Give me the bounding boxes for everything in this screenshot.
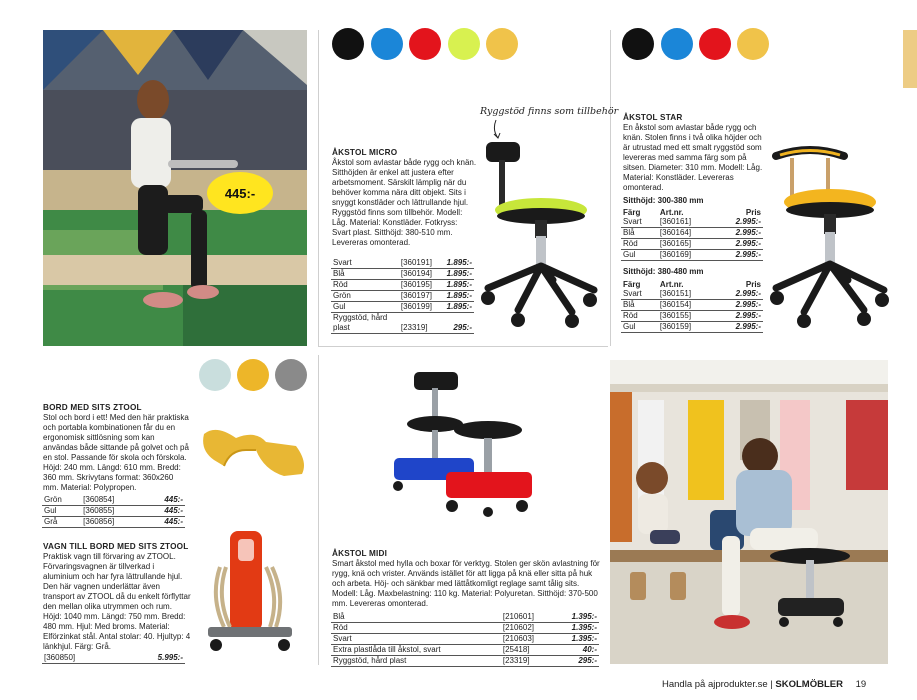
row-price: 2.995:- [715,228,763,239]
ztool-description: Stol och bord i ett! Med den här praktiska och portabla kombinationen får du en ergonomisk sittlösning som kan användas både sittande på golvet och på en stol. Passande för skola och förskola. Höjd: 240 mm. Längd: 610 mm. Bredd: 360 mm. Skrivytans format: 360x260 mm. Material: Polypropen. [43,413,189,492]
col-header: Pris [745,207,761,217]
color-swatch [332,28,364,60]
star-info [623,113,765,193]
star-chair-image [768,140,892,330]
micro-extra-price: 295:- [440,323,474,334]
row-art: [360195] [399,280,440,291]
row-name: Svart [331,634,501,645]
table-row [331,280,474,291]
midi-info [332,549,600,609]
row-art: [360161] [658,217,715,228]
col-header: Art.nr. [659,207,684,217]
row-name: Ryggstöd, hård plast [331,656,501,667]
row-name: Röd [331,280,399,291]
table-row [42,653,185,664]
row-price: 1.895:- [440,280,474,291]
table-row [621,311,763,322]
row-price: 2.995:- [715,217,763,228]
row-name: Gul [331,302,399,313]
row-name: Blå [621,300,658,311]
micro-extra-art: [23319] [399,323,440,334]
row-art: [360855] [81,506,144,517]
cart-price-table [42,653,185,664]
star-group1-table [621,207,763,261]
row-name: Röd [621,239,658,250]
price-badge-text: 445:- [224,185,256,201]
page-footer: Handla på ajprodukter.se | SKOLMÖBLER 19 [662,679,867,690]
table-row [331,634,599,645]
divider [318,355,319,665]
color-swatch [448,28,480,60]
table-row [621,289,763,300]
table-row [621,250,763,261]
row-name: Gul [42,506,81,517]
cart-info [43,542,191,652]
row-art: [360165] [658,239,715,250]
table-row [621,217,763,228]
row-price: 445:- [144,517,185,528]
row-art: [360197] [399,291,440,302]
color-swatch [409,28,441,60]
row-price: 295:- [554,656,599,667]
row-price: 2.995:- [715,239,763,250]
row-art: [360191] [399,258,440,269]
row-name: Blå [621,228,658,239]
row-price: 445:- [144,495,185,506]
micro-chair-image [478,140,600,330]
row-name: Grön [331,291,399,302]
row-art: [25418] [501,645,554,656]
color-swatch [486,28,518,60]
row-art: [360199] [399,302,440,313]
col-header: Pris [745,279,761,289]
row-art: [360159] [658,322,715,333]
page-number: 19 [855,679,867,690]
row-name: Röd [621,311,658,322]
star-group2-table [621,279,763,333]
arrow-icon [490,118,510,140]
row-price: 1.895:- [440,291,474,302]
table-row [42,506,185,517]
row-price: 1.895:- [440,269,474,280]
ztool-price-table [42,495,185,528]
table-row [331,623,599,634]
row-price: 1.895:- [440,258,474,269]
row-name: Grön [42,495,81,506]
star-group2-heading: Sitthöjd: 380-480 mm [623,267,704,276]
table-row [621,322,763,333]
row-price: 2.995:- [715,289,763,300]
micro-title: ÅKSTOL MICRO [332,148,398,157]
col-header: Färg [623,207,641,217]
ztool-image [196,420,308,484]
row-price: 1.395:- [554,612,599,623]
row-price: 40:- [554,645,599,656]
color-swatch [661,28,693,60]
row-name: Gul [621,250,658,261]
row-art: [360151] [658,289,715,300]
row-art: [210603] [501,634,554,645]
row-price: 2.995:- [715,300,763,311]
cart-image [200,527,300,653]
table-row [331,645,599,656]
color-swatch [237,359,269,391]
row-name: Gul [621,322,658,333]
row-name: Svart [621,217,658,228]
table-row [331,656,599,667]
micro-extra-name: Ryggstöd, hård [333,313,388,322]
midi-description: Smart åkstol med hylla och boxar för verktyg. Stolen ger skön avlastning för rygg, knä och vrister. Används istället för att ligga på knä eller sitta på huk och arbeta. Höj- och sänkbar med lättåtkomligt reglage samt tålig sits. Modell: Låg. Maxbelastning: 110 kg. Material: Polyuretan. Sitthöjd: 370-500 mm. Levereras omonterad. [332,559,600,608]
row-art: [210601] [501,612,554,623]
table-row [331,269,474,280]
row-price: 1.395:- [554,623,599,634]
color-swatch [275,359,307,391]
row-art: [360854] [81,495,144,506]
row-price: 2.995:- [715,311,763,322]
footer-text: Handla på ajprodukter.se [662,679,768,690]
row-price: 2.995:- [715,250,763,261]
photo-cloakroom [610,360,888,664]
handwritten-note: Ryggstöd finns som tillbehör [480,106,619,117]
star-description: En åkstol som avlastar både rygg och knän. Stolen finns i två olika höjder och är utrustad med ett smalt ryggstöd som levereras med samma färg som på sitsen. Diameter: 310 mm. Modell: Låg. Material: Konstläder. Levereras omonterad. [623,123,763,192]
ztool-info [43,403,190,493]
row-name: Svart [621,289,658,300]
micro-price-table [331,258,474,334]
row-art: [23319] [501,656,554,667]
star-title: ÅKSTOL STAR [623,113,683,122]
row-art: [360154] [658,300,715,311]
micro-extra-name2: plast [331,323,399,334]
table-row [331,302,474,313]
row-art: [360856] [81,517,144,528]
table-row [331,258,474,269]
divider [318,30,319,346]
divider [318,346,608,347]
row-price: 2.995:- [715,322,763,333]
col-header: Färg [623,279,641,289]
row-name: Extra plastlåda till åkstol, svart [331,645,501,656]
row-art: [360194] [399,269,440,280]
table-row [621,228,763,239]
photo-girl-ztool [43,30,307,346]
divider [610,30,611,346]
color-swatch [737,28,769,60]
midi-chair-image [388,368,538,520]
row-art: [360155] [658,311,715,322]
cart-art: [360850] [42,653,120,664]
table-row [42,517,185,528]
row-name: Blå [331,612,501,623]
cart-title: VAGN TILL BORD MED SITS ZTOOL [43,542,189,551]
row-art: [360169] [658,250,715,261]
col-header: Art.nr. [659,279,684,289]
cart-price: 5.995:- [120,653,185,664]
row-price: 1.895:- [440,302,474,313]
color-swatch [199,359,231,391]
row-price: 1.395:- [554,634,599,645]
table-row [621,300,763,311]
price-badge [207,172,273,214]
row-name: Röd [331,623,501,634]
footer-section: SKOLMÖBLER [775,679,843,690]
page-edge-tab [903,30,917,88]
row-art: [360164] [658,228,715,239]
star-group1-heading: Sitthöjd: 300-380 mm [623,196,704,205]
row-name: Grå [42,517,81,528]
midi-title: ÅKSTOL MIDI [332,549,388,558]
row-name: Svart [331,258,399,269]
micro-info [332,148,477,248]
table-row [331,612,599,623]
midi-price-table [331,612,599,667]
color-swatch [699,28,731,60]
micro-description: Åkstol som avlastar både rygg och knän. Sitthöjden är enkel att justera efter arbetsmoment. Särskilt lämplig när du behöver komma nära ditt objekt. Sits i snyggt konstläder och lättrullande hjul. Ryggstöd finns som tillbehör. Modell: Låg. Material: Konstläder. Fotkryss: Svart plast. Sitthöjd: 380-510 mm. Levereras omonterad. [332,158,477,247]
row-price: 445:- [144,506,185,517]
table-row [621,239,763,250]
table-row [331,291,474,302]
row-art: [210602] [501,623,554,634]
color-swatch [371,28,403,60]
color-swatch [622,28,654,60]
table-row [42,495,185,506]
cart-description: Praktisk vagn till förvaring av ZTOOL. Förvaringsvagnen är tillverkad i aluminium och har fyra lättrullande hjul. Den här vagnen underlättar även transport av ZTOOL då du enkelt förflyttar den mellan olika utrymmen och rum. Höjd: 1040 mm. Längd: 750 mm. Bredd: 480 mm. Hjul: Med broms. Material: Elförzinkat stål. Antal stolar: 40. Hjultyp: 4 länkhjul. Färg: Grå. [43,552,191,651]
row-name: Blå [331,269,399,280]
ztool-title: BORD MED SITS ZTOOL [43,403,142,412]
